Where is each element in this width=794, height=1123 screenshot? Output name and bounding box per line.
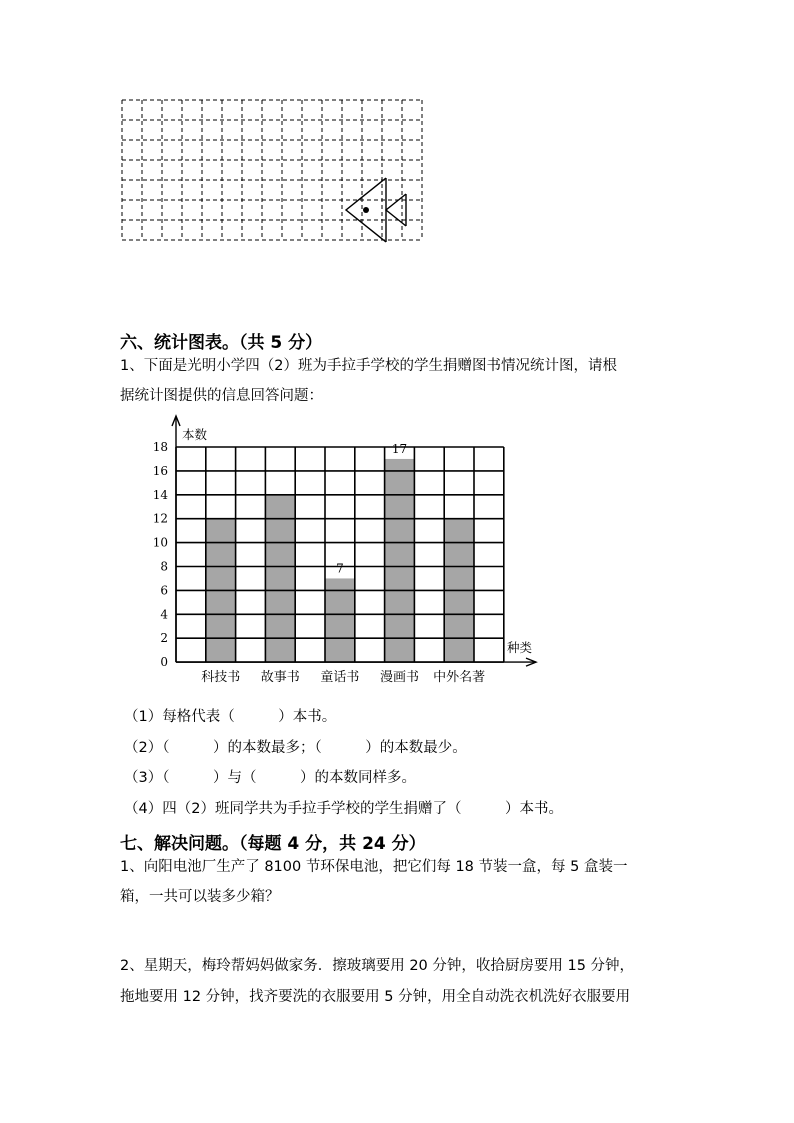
center-dot	[363, 207, 369, 213]
y-tick-label: 18	[152, 440, 168, 454]
section7-q1-line2: 箱，一共可以装多少箱？	[120, 889, 280, 905]
data-label: 7	[336, 561, 344, 576]
section6-q1-line1: 1、下面是光明小学四（2）班为手拉手学校的学生捐赠图书情况统计图，请根	[120, 358, 617, 374]
triangle-right	[386, 194, 406, 226]
question-2: （2）（ ）的本数最多；（ ）的本数最少。	[124, 740, 467, 756]
category-label: 科技书	[201, 670, 241, 686]
category-label: 童话书	[320, 670, 360, 686]
y-tick-label: 8	[160, 559, 168, 574]
section7-q2-line1: 2、星期天，梅玲帮妈妈做家务．擦玻璃要用 20 分钟，收拾厨房要用 15 分钟，	[120, 958, 635, 974]
question-1: （1）每格代表（ ）本书。	[124, 709, 337, 725]
section7-q1-line1: 1、向阳电池厂生产了 8100 节环保电池，把它们每 18 节装一盒，每 5 盒装一	[120, 859, 628, 875]
section7-q2-line2: 拖地要用 12 分钟，找齐要洗的衣服要用 5 分钟，用全自动洗衣机洗好衣服要用	[120, 989, 631, 1005]
y-tick-label: 16	[152, 463, 168, 478]
y-axis-label: 本数	[182, 427, 208, 442]
y-tick-label: 0	[160, 655, 168, 670]
question-3: （3）（ ）与（ ）的本数同样多。	[124, 770, 416, 786]
y-tick-label: 10	[152, 535, 168, 550]
category-label: 漫画书	[379, 670, 420, 686]
bar-漫画书	[385, 459, 415, 662]
bar-chart	[140, 412, 550, 692]
data-label: 17	[391, 441, 408, 456]
question-4: （4）四（2）班同学共为手拉手学校的学生捐赠了（ ）本书。	[124, 801, 563, 817]
y-tick-label: 12	[152, 511, 168, 526]
section6-heading: 六、统计图表。（共 5 分）	[120, 333, 323, 353]
bar-故事书	[265, 495, 295, 662]
y-tick-label: 6	[160, 583, 168, 598]
y-tick-label: 2	[160, 631, 168, 646]
y-tick-label: 4	[160, 607, 168, 622]
category-label: 中外名著	[433, 670, 486, 686]
category-label: 故事书	[260, 670, 300, 686]
section7-heading: 七、解决问题。（每题 4 分，共 24 分）	[120, 834, 426, 854]
x-axis-label: 种类	[507, 640, 533, 656]
y-tick-label: 14	[152, 487, 168, 502]
section6-q1-line2: 据统计图提供的信息回答问题：	[120, 388, 323, 404]
dashed-grid-figure	[120, 98, 432, 248]
